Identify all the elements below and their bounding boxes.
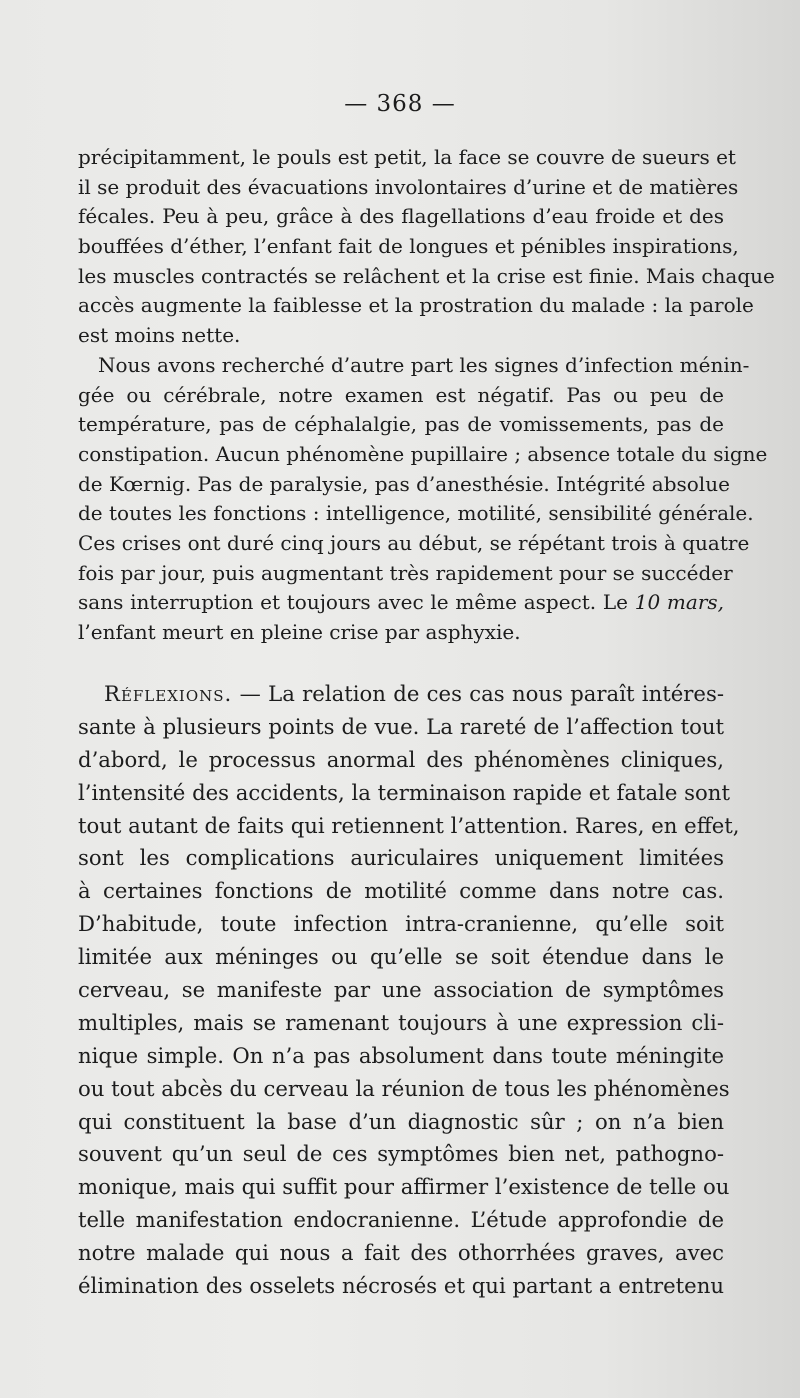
paragraph-line: élimination des osselets nécrosés et qui partant a entretenu	[78, 1273, 724, 1299]
paragraph-line: Nous avons recherché d’autre part les signes d’infection ménin-	[98, 352, 750, 377]
paragraph-line: sont les complications auriculaires uniquement limitées	[78, 845, 724, 871]
paragraph-line: D’habitude, toute infection intra-cranienne, qu’elle soit	[78, 911, 724, 937]
paragraph-line: l’enfant meurt en pleine crise par asphyxie.	[78, 620, 521, 644]
line-text: — La relation de ces cas nous paraît intéres-	[239, 681, 724, 706]
paragraph-line: de Kœrnig. Pas de paralysie, pas d’anesthésie. Intégrité absolue	[78, 471, 730, 496]
paragraph-line: telle manifestation endocranienne. L’étude approfondie de	[78, 1207, 724, 1233]
paragraph-line: température, pas de céphalalgie, pas de vomissements, pas de	[78, 412, 724, 437]
text-block-reflexions	[78, 678, 740, 1303]
paragraph-line: à certaines fonctions de motilité comme dans notre cas.	[78, 878, 724, 904]
text-block-case-history	[78, 143, 775, 648]
paragraph-line: il se produit des évacuations involontaires d’urine et de matières	[78, 174, 739, 199]
paragraph-line: d’abord, le processus anormal des phénomènes cliniques,	[78, 746, 724, 772]
paragraph-line: souvent qu’un seul de ces symptômes bien net, pathogno-	[78, 1141, 724, 1167]
paragraph-line: qui constituent la base d’un diagnostic sûr ; on n’a bien	[78, 1108, 724, 1134]
paragraph-line: est moins nette.	[78, 323, 241, 348]
paragraph-line: accès augmente la faiblesse et la prostration du malade : la parole	[78, 293, 754, 318]
paragraph-line	[78, 588, 724, 618]
paragraph-line: de toutes les fonctions : intelligence, motilité, sensibilité générale.	[78, 501, 754, 526]
section-heading: Réflexions.	[104, 681, 233, 706]
line-text: sans interruption et toujours avec le même aspect. Le	[78, 590, 628, 615]
paragraph-line: fécales. Peu à peu, grâce à des flagellations d’eau froide et des	[78, 204, 724, 229]
paragraph-line: limitée aux méninges ou qu’elle se soit étendue dans le	[78, 944, 724, 970]
paragraph-line: ou tout abcès du cerveau la réunion de tous les phénomènes	[78, 1075, 730, 1101]
paragraph-line: multiples, mais se ramenant toujours à une expression cli-	[78, 1009, 724, 1035]
page-number: — 368 —	[344, 91, 456, 117]
paragraph-line: fois par jour, puis augmentant très rapidement pour se succéder	[78, 560, 733, 585]
paragraph-line: nique simple. On n’a pas absolument dans toute méningite	[78, 1042, 724, 1068]
paragraph-line	[78, 678, 724, 711]
paragraph-line: constipation. Aucun phénomène pupillaire ; absence totale du signe	[78, 441, 768, 466]
paragraph-line: monique, mais qui suffit pour affirmer l’existence de telle ou	[78, 1174, 730, 1200]
paragraph-line: les muscles contractés se relâchent et la crise est finie. Mais chaque	[78, 263, 775, 288]
paragraph-line: cerveau, se manifeste par une association de symptômes	[78, 977, 724, 1003]
paragraph-line: bouffées d’éther, l’enfant fait de longues et pénibles inspirations,	[78, 234, 739, 259]
paragraph-line: tout autant de faits qui retiennent l’attention. Rares, en effet,	[78, 812, 740, 838]
paragraph-line: notre malade qui nous a fait des othorrhées graves, avec	[78, 1240, 724, 1266]
date-italic: 10 mars,	[634, 590, 724, 615]
paragraph-line: précipitamment, le pouls est petit, la face se couvre de sueurs et	[78, 145, 736, 169]
paragraph-line: gée ou cérébrale, notre examen est négatif. Pas ou peu de	[78, 382, 724, 407]
paragraph-line: Ces crises ont duré cinq jours au début, se répétant trois à quatre	[78, 530, 750, 555]
paragraph-line: l’intensité des accidents, la terminaison rapide et fatale sont	[78, 779, 730, 805]
paragraph-line: sante à plusieurs points de vue. La rareté de l’affection tout	[78, 713, 724, 739]
